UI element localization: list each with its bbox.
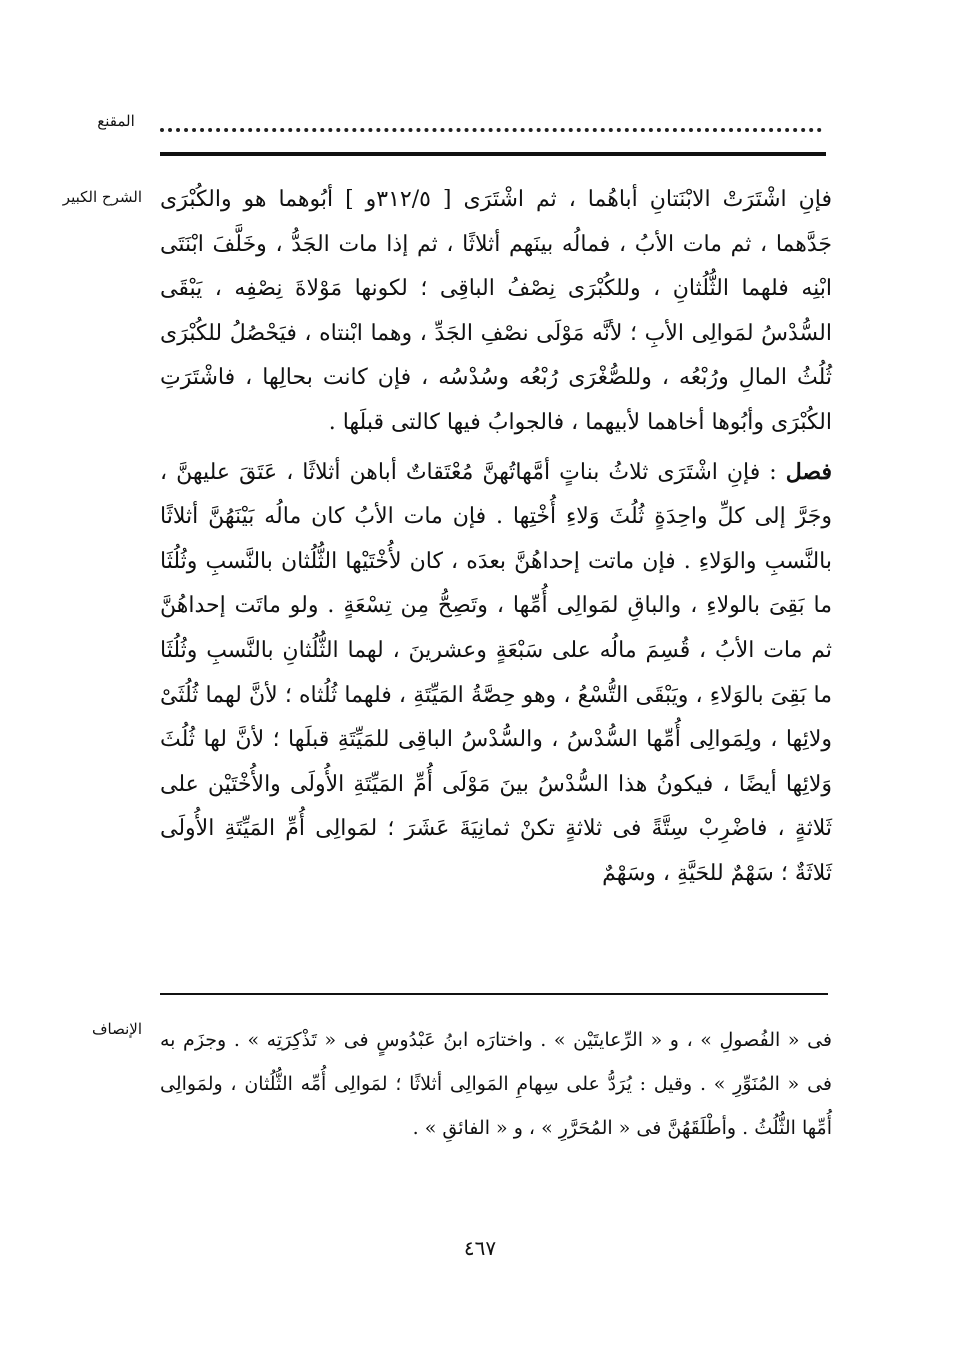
running-header-book-title: المقنع	[97, 112, 135, 130]
fasl-heading: فصل	[785, 458, 832, 485]
header-dotted-line	[160, 118, 822, 132]
side-label-insaf: الإنصاف	[91, 1020, 142, 1038]
header-rule	[160, 152, 826, 156]
main-paragraph-2-text: : فإنِ اشْتَرَى ثلاثُ بناتٍ أمَّهاتُهنَّ مُعْتَقاتٌ أباهن أثلاثًا ، عَتَقَ عليهنَّ ، وجَرَّ إلى كلِّ واحِدَةٍ ثُلُثَ وَلاءِ أُخْتِها . فإن مات الأبُ كان مالُه بَيْنَهُنَّ أثلاثًا بالنَّسبِ والوَلاءِ . فإن ماتت إحداهُنَّ بعدَه ، كان لأُخْتَيْها الثُّلُثان بالنَّسبِ وثُلُثَا ما بَقِىَ بالولاءِ ، والباقِ لمَوالِى أُمِّها ، وتَصِحُّ مِن تِسْعَةٍ . ولو ماتَت إحداهُنَّ ثم مات الأبُ ، قُسِمَ مالُه على سَبْعَةٍ وعشرينَ ، لهما الثُّلُثانِ بالنَّسبِ وثُلُثَا ما بَقِىَ بالوَلاءِ ، ويَبْقَى التُّسْعُ ، وهو حِصَّةُ المَيِّتَةِ ، فلهما ثُلُثاه ؛ لأنَّ لهما ثُلُثَىْ ولائِها ، ولِمَوالِى أُمِّها السُّدْسُ ، والسُّدْسُ الباقِى للمَيِّتَةِ قبلَها ؛ لأنَّ لها ثُلُثَ وَلائِها أيضًا ، فيكونُ هذا السُّدْسُ بينَ مَوْلَى أُمِّ المَيِّتَةِ الأُولَى والأُخْتَيْن على ثَلاثةٍ ، فاضْرِبْ سِتَّةً فى ثلاثةٍ تكنْ ثمانِيَةَ عَشَرَ ؛ لمَوالِى أُمِّ المَيِّتَةِ الأُولَى ثَلاثَةٌ ؛ سَهْمٌ للحَيَّةِ ، وسَهْمٌ	[160, 459, 832, 886]
main-text	[160, 178, 832, 897]
main-paragraph-2	[160, 450, 832, 897]
main-paragraph-1: فإنِ اشْتَرَتْ الابْنَتانِ أباهُما ، ثم اشْتَرَى [ ٣١٢/٥و ] أبُوهما هو والكُبْرَى جَدَّهما ، ثم مات الأبُ ، فمالُه بينَهم أثلاثًا ، ثم إذا مات الجَدُّ ، وخَلَّفَ ابْنَتَى ابْنِه فلهما الثُّلُثانِ ، وللكُبْرَى نِصْفُ الباقِى ؛ لكونها مَوْلاةَ نِصْفِه ، يَبْقَى السُّدْسُ لمَوالِى الأبِ ؛ لأنَّه مَوْلَى نصْفِ الجَدِّ ، وهما ابْنتاه ، فيَحْصُلُ للكُبْرَى ثُلُثُ المالِ ورُبْعُه ، وللصُّغْرَى رُبْعُه وسُدْسُه ، فإن كانت بحالِها ، فاشْتَرَتِ الكُبْرَى وأبُوها أخاهما لأبيهما ، فالجوابُ فيها كالتى قبلَها .	[160, 187, 832, 435]
page-number: ٤٦٧	[463, 1236, 497, 1260]
insaf-text: فى « الفُصولِ » ، و « الرِّعايتَيْن » . واختارَه ابنُ عَبْدُوسٍ فى « تَذْكِرَتِه » . وجزَم به فى « المُنَوِّرِ » . وقيل : يُرَدُّ على سِهامِ المَوالِى أثلاثًا ؛ لمَوالِى أُمِّه الثُّلُثان ، ولمَوالِى أُمِّها الثُّلُثُ . وأطْلَقَهُنَّ فى « المُحَرَّرِ » ، و « الفائقِ » .	[160, 1029, 832, 1139]
footnote-separator	[160, 993, 828, 995]
side-label-sharh: الشرح الكبير	[62, 188, 142, 206]
